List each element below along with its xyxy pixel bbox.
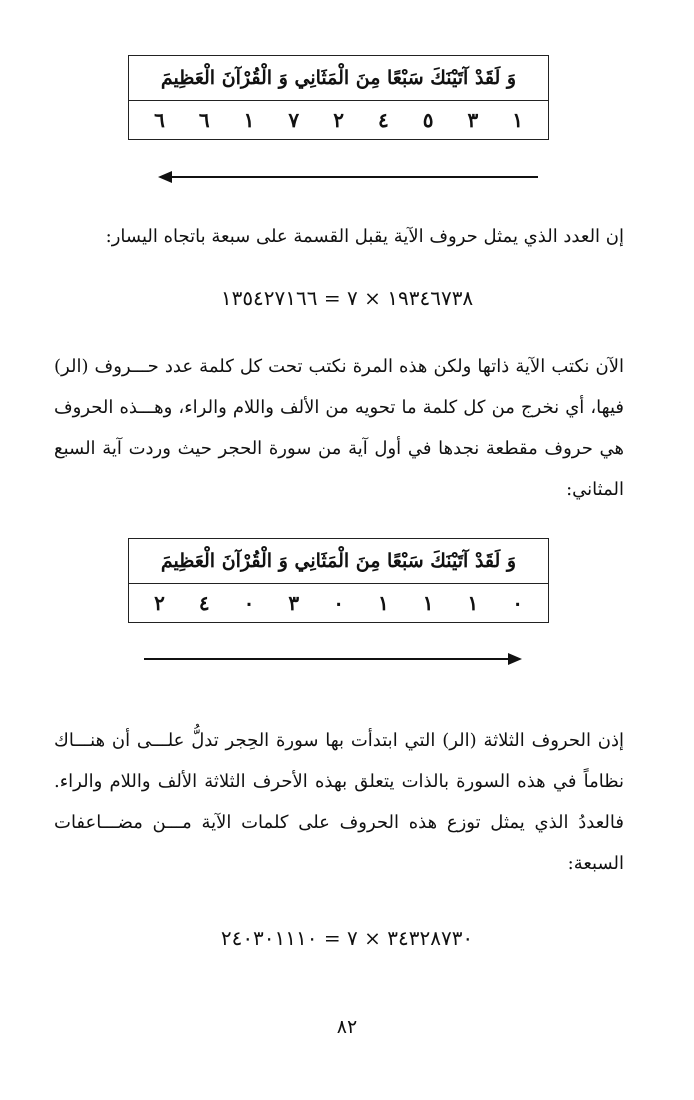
paragraph-2: الآن نكتب الآية ذاتها ولكن هذه المرة نكتب تحت كل كلمة عدد حـــروف (الر) فيها، أي نخرج من كل كلمة ما تحويه من الألف واللام والراء، وهـــذه الحروف هي حروف مقطعة نجدها في أول آية من سورة الحجر حيث وردت آية السبع المثاني: — [54, 356, 624, 500]
digit-cell: ١ — [467, 591, 479, 615]
digit-cell: ٦ — [154, 108, 165, 132]
digit-cell: ٢ — [154, 591, 165, 615]
right-arrow-icon — [144, 652, 522, 666]
digit-cell: ٠ — [333, 591, 344, 615]
digit-cell: ٧ — [288, 108, 300, 132]
digits-row — [129, 101, 549, 140]
digit-cell: ٣ — [288, 591, 300, 615]
digit-cell: ٣ — [467, 108, 479, 132]
left-arrow-icon — [158, 170, 538, 184]
verse-table-letter-counts — [128, 55, 549, 140]
verse-table-alif-lam-ra — [128, 538, 549, 623]
paragraph-1: إن العدد الذي يمثل حروف الآية يقبل القسمة على سبعة باتجاه اليسار: — [105, 226, 624, 247]
verse-text: وَ لَقَدْ آتَيْنَكَ سَبْعًا مِنَ الْمَثَانِي وَ الْقُرْآنَ الْعَظِيمَ — [129, 56, 549, 101]
digit-cell: ٤ — [377, 108, 389, 132]
digit-cell: ١ — [243, 108, 255, 132]
page-number: ٨٢ — [336, 1016, 358, 1038]
digit-cell: ١ — [422, 591, 434, 615]
digit-cell: ٠ — [243, 591, 255, 615]
digit-cell: ١ — [512, 108, 523, 132]
equation-2: ٣٤٣٢٨٧٣٠ × ٧ = ٢٤٠٣٠١١١٠ — [220, 926, 474, 950]
equation-1: ١٩٣٤٦٧٣٨ × ٧ = ١٣٥٤٢٧١٦٦ — [220, 286, 474, 310]
verse-text: وَ لَقَدْ آتَيْنَكَ سَبْعًا مِنَ الْمَثَانِي وَ الْقُرْآنَ الْعَظِيمَ — [129, 539, 549, 584]
paragraph-3: إذن الحروف الثلاثة (الر) التي ابتدأت بها سورة الحِجر تدلُّ علـــى أن هنـــاك نظاماً في هذه السورة بالذات يتعلق بهذه الأحرف الثلاثة الألف واللام والراء. فالعددُ الذي يمثل توزع هذه الحروف على كلمات الآية مـــن مضـــاعفات السبعة: — [54, 730, 624, 874]
digit-cell: ٤ — [198, 591, 210, 615]
digit-cell: ٥ — [422, 108, 434, 132]
digit-cell: ٠ — [512, 591, 523, 615]
digit-cell: ١ — [377, 591, 389, 615]
digit-cell: ٢ — [333, 108, 344, 132]
digits-row — [129, 584, 549, 623]
digit-cell: ٦ — [198, 108, 210, 132]
